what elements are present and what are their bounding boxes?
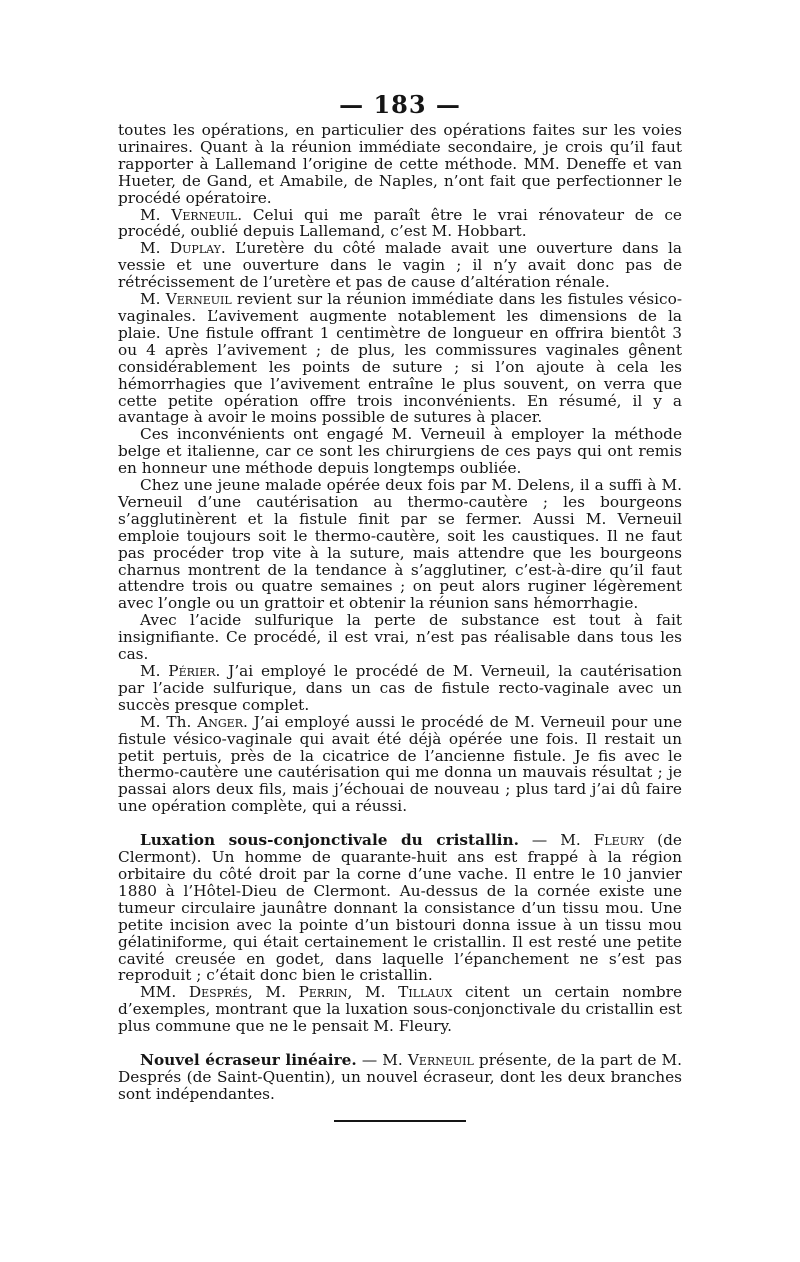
dash: —	[356, 1051, 383, 1070]
speaker-name: Anger.	[197, 712, 248, 731]
paragraph: toutes les opérations, en particulier des opérations faites sur les voies urinaires. Quant à la réunion immédiate secondaire, je crois qu’il faut rapporter à Lallemand l’origine de cette méthode. MM. Deneffe et van Hueter, de Gand, et Amabile, de Naples, n’ont fait que perfectionner le procédé opératoire.	[118, 121, 682, 207]
speaker-name: M. Périer.	[140, 662, 221, 680]
paragraph-text: L’uretère du côté malade avait une ouverture dans la vessie et une ouverture dans le vagin ; il n’y avait donc pas de rétrécissement de l’uretère et pas de cause d’altération rénale.	[118, 239, 682, 292]
paragraph-text: (de Clermont). Un homme de quarante-huit ans est frappé à la région orbitaire du côté droit par la corne d’une vache. Il entre le 10 janvier 1880 à l’Hôtel-Dieu de Clermont. Au-dessus de la cornée existe une tumeur circulaire jaunâtre donnant la consistance d’un tissu mou. Une petite incision avec la pointe d’un bistouri donna issue à un tissu mou gélatiniforme, qui était certainement le cristallin. Il est resté une petite cavité creusée en godet, dans laquelle l’épanchement ne s’est pas reproduit ; c’était donc bien le cristallin.	[118, 831, 682, 985]
speaker-name: M. Verneuil	[140, 290, 232, 309]
page-number: — 183 —	[339, 90, 461, 119]
paragraph-text: présente, de la part de M. Després (de Saint-Quentin), un nouvel écraseur, dont les deux branches sont indépendantes.	[118, 1051, 682, 1103]
paragraph: Ces inconvénients ont engagé M. Verneuil à employer la méthode belge et italienne, car ce sont les chirurgiens de ces pays qui ont remis en honneur une méthode depuis longtemps oubliée.	[118, 425, 682, 478]
author-name: M. Verneuil	[382, 1051, 474, 1070]
paragraph-text: J’ai employé aussi le procédé de M. Verneuil pour une fistule vésico-vaginale qui avait été déjà opérée une fois. Il restait un petit pertuis, près de la cicatrice de l’ancienne fistule. Je fis avec le thermo-cautère une cautérisation qui me donna un mauvais résultat ; je passai alors deux fils, mais j’échouai de nouveau ; plus tard j’ai dû faire une opération complète, qui a réussi.	[118, 712, 682, 816]
paragraph	[118, 984, 682, 1035]
section-heading: Luxation sous-conjonctivale du cristallin.	[140, 831, 519, 850]
section-paragraph	[118, 1052, 682, 1103]
paragraph-text: citent un certain nombre d’exemples, montrant que la luxation sous-conjonctivale du cristallin est plus commune que ne le pensait M. Fleury.	[118, 983, 682, 1036]
speaker-name: M. Duplay.	[140, 239, 226, 258]
section-gap	[118, 815, 682, 832]
paragraph	[118, 663, 682, 714]
dash: —	[518, 831, 561, 850]
end-rule	[334, 1120, 466, 1122]
paragraph	[118, 714, 682, 815]
section-heading: Nouvel écraseur linéaire.	[140, 1051, 357, 1070]
speaker-prefix: M. Th.	[140, 712, 198, 731]
paragraph-text: revient sur la réunion immédiate dans les fistules vésico-vaginales. L’avivement augmente notablement les dimensions de la plaie. Une fistule offrant 1 centimètre de longueur en offrira bientôt 3 ou 4 après l’avivement ; de plus, les commissures vaginales gênent considérablement les points de suture ; si l’on ajoute à cela les hémorrhagies que l’avivement entraîne le plus souvent, on verra que cette petite opération offre trois inconvénients. En résumé, il y a avantage à avoir le moins possible de sutures à placer.	[118, 290, 682, 427]
body-text	[118, 122, 682, 1103]
paragraph	[118, 207, 682, 241]
paragraph: Avec l’acide sulfurique la perte de substance est tout à fait insignifiante. Ce procédé, il est vrai, n’est pas réalisable dans tous les cas.	[118, 611, 682, 664]
paragraph: Chez une jeune malade opérée deux fois par M. Delens, il a suffi à M. Verneuil d’une cautérisation au thermo-cautère ; les bourgeons s’agglutinèrent et la fistule finit par se fermer. Aussi M. Verneuil emploie toujours soit le thermo-cautère, soit les caustiques. Il ne faut pas procéder trop vite à la suture, mais attendre que les bourgeons charnus montrent de la tendance à s’agglutiner, c’est-à-dire qu’il faut attendre trois ou quatre semaines ; on peut alors ruginer légèrement avec l’ongle ou un grattoir et obtenir la réunion sans hémorrhagie.	[118, 476, 682, 613]
speaker-name: M. Verneuil.	[140, 205, 243, 224]
speaker-names: MM. Després, M. Perrin, M. Tillaux	[140, 983, 453, 1002]
paragraph-text: J’ai employé le procédé de M. Verneuil, la cautérisation par l’acide sulfurique, dans un cas de fistule recto-vaginale avec un succès presque complet.	[118, 662, 682, 714]
paragraph-text: Celui qui me paraît être le vrai rénovateur de ce procédé, oublié depuis Lallemand, c’est M. Hobbart.	[118, 205, 682, 241]
paragraph	[118, 291, 682, 426]
author-name: M. Fleury	[560, 831, 645, 850]
section-paragraph	[118, 832, 682, 984]
paragraph	[118, 240, 682, 291]
section-gap	[118, 1035, 682, 1052]
